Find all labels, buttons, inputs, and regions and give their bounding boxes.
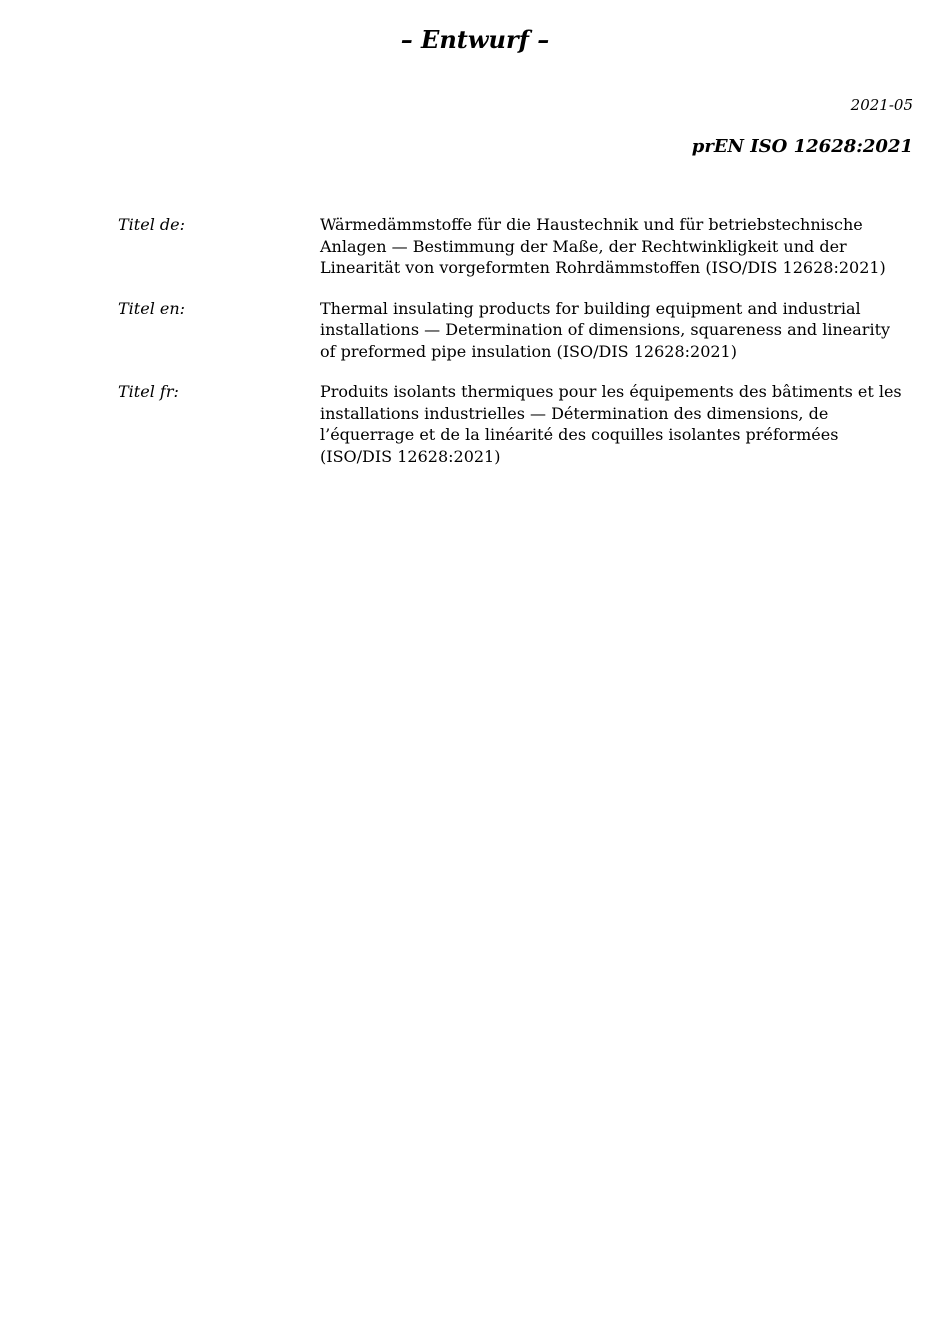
document-number: prEN ISO 12628:2021 bbox=[691, 136, 913, 157]
title-row-de bbox=[118, 214, 918, 279]
title-label-de: Titel de: bbox=[118, 215, 185, 234]
title-row-fr bbox=[118, 381, 918, 467]
title-text-fr: Produits isolants thermiques pour les équipements des bâtiments et les installations industrielles — Détermination des dimensions, de l’équerrage et de la linéarité des coquilles isolantes préformées (ISO/DIS 12628:2021) bbox=[320, 382, 902, 466]
document-date: 2021-05 bbox=[850, 96, 913, 114]
titles-table bbox=[118, 214, 918, 486]
title-text-en: Thermal insulating products for building equipment and industrial installations — Determination of dimensions, squareness and linearity of preformed pipe insulation (ISO/DIS 12628:2021) bbox=[320, 298, 891, 361]
title-label-en: Titel en: bbox=[118, 298, 186, 318]
title-row-en bbox=[118, 298, 918, 363]
title-text-de: Wärmedämmstoffe für die Haustechnik und für betriebstechnische Anlagen — Bestimmung der Maße, der Rechtwinkligkeit und der Linearität von vorgeformten Rohrdämmstoffen (ISO/DIS 12628:2021) bbox=[320, 215, 886, 277]
draft-heading: – Entwurf – bbox=[400, 25, 550, 54]
title-label-fr: Titel fr: bbox=[118, 382, 179, 401]
